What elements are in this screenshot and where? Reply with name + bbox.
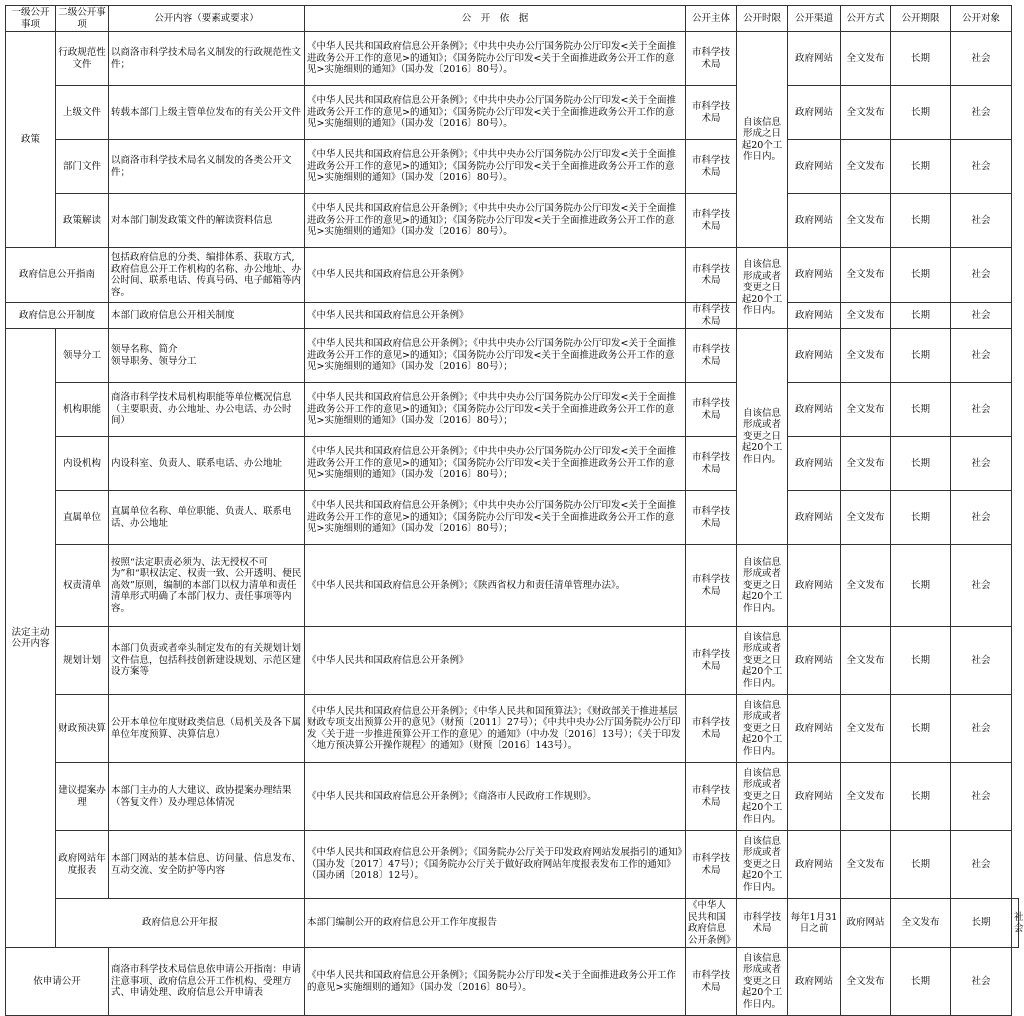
basis-cell: 《中华人民共和国政府信息公开条例》 [305, 248, 686, 303]
table-row [6, 86, 1019, 140]
subcategory: 财政预决算 [56, 695, 109, 763]
category-system: 政府信息公开制度 [6, 303, 109, 329]
channel-cell: 政府网站 [788, 303, 841, 329]
basis-cell: 《中华人民共和国政府信息公开条例》；《商洛市人民政府工作规则》。 [305, 763, 686, 831]
content-cell: 本部门主办的人大建议、政协提案办理结果（答复文件）及办理总体情况 [109, 763, 305, 831]
subject-cell: 市科学技术局 [686, 491, 737, 545]
content-cell: 转载本部门上级主管单位发布的有关公开文件 [109, 86, 305, 140]
category-guide: 政府信息公开指南 [6, 248, 109, 303]
basis-cell: 《中华人民共和国政府信息公开条例》；《国务院办公厅关于印发政府网站发展指引的通知》（国办发〔2017〕47号）；《国务院办公厅关于做好政府网站年度报表发布工作的通知》（国办函〔2018〕12号）。 [305, 831, 686, 899]
method-cell: 全文发布 [841, 948, 891, 1016]
content-cell: 以商洛市科学技术局名义制发的各类公开文件； [109, 140, 305, 194]
audience-cell: 社会 [951, 437, 1012, 491]
subject-cell: 市科学技术局 [686, 437, 737, 491]
content-cell: 本部门政府信息公开相关制度 [109, 303, 305, 329]
subject-cell: 市科学技术局 [737, 899, 788, 948]
channel-cell: 政府网站 [788, 383, 841, 437]
period-cell: 长期 [891, 831, 951, 899]
method-cell: 全文发布 [841, 248, 891, 303]
subject-cell: 市科学技术局 [686, 248, 737, 303]
subcategory: 部门文件 [56, 140, 109, 194]
table-row [6, 763, 1019, 831]
disclosure-table [5, 5, 1024, 1016]
basis-cell: 《中华人民共和国政府信息公开条例》；《陕西省权力和责任清单管理办法》。 [305, 545, 686, 627]
method-cell: 全文发布 [841, 194, 891, 248]
header-row [6, 6, 1019, 32]
subject-cell: 市科学技术局 [686, 627, 737, 695]
content-cell: 包括政府信息的分类、编排体系、获取方式,政府信息公开工作机构的名称、办公地址、办公时间、联系电话、传真号码、电子邮箱等内容。 [109, 248, 305, 303]
content-cell: 本部门负责或者牵头制定发布的有关规划计划文件信息，包括科技创新建设规划、示范区建设方案等 [109, 627, 305, 695]
channel-cell: 政府网站 [788, 437, 841, 491]
channel-cell: 政府网站 [788, 491, 841, 545]
channel-cell: 政府网站 [788, 248, 841, 303]
table-row [6, 695, 1019, 763]
period-cell: 长期 [891, 491, 951, 545]
subject-cell: 市科学技术局 [686, 831, 737, 899]
content-cell: 商洛市科学技术局信息依申请公开指南：申请注意事项、政府信息公开工作机构、受理方式、申请处理、政府信息公开申请表 [109, 948, 305, 1016]
period-cell: 长期 [891, 383, 951, 437]
channel-cell: 政府网站 [788, 32, 841, 86]
audience-cell: 社会 [951, 695, 1012, 763]
channel-cell: 政府网站 [788, 763, 841, 831]
period-cell: 长期 [891, 140, 951, 194]
audience-cell: 社会 [951, 545, 1012, 627]
content-cell: 以商洛市科学技术局名义制发的行政规范性文件； [109, 32, 305, 86]
time-limit-cell: 每年1月31日之前 [788, 899, 841, 948]
header-period: 公开期限 [891, 6, 951, 32]
basis-cell: 《中华人民共和国政府信息公开条例》；《中共中央办公厅国务院办公厅印发<关于全面推进政务公开工作的意见>的通知》；《国务院办公厅印发<关于全面推进政务公开工作的意见>实施细则的通知》（国办发〔2016〕80号）； [305, 437, 686, 491]
time-limit-cell: 自该信息形成或者变更之日起20个工作日内。 [737, 248, 788, 329]
time-limit-cell: 自该信息形成或者变更之日起20个工作日内。 [737, 545, 788, 627]
method-cell: 全文发布 [841, 695, 891, 763]
method-cell: 全文发布 [841, 303, 891, 329]
method-cell: 全文发布 [841, 140, 891, 194]
period-cell: 长期 [891, 303, 951, 329]
subcategory: 政府网站年度报表 [56, 831, 109, 899]
time-limit-cell: 自该信息形成或者变更之日起20个工作日内。 [737, 763, 788, 831]
content-cell: 领导名称、简介 领导职务、领导分工 [109, 329, 305, 383]
time-limit-cell: 自该信息形成或者变更之日起20个工作日内。 [737, 627, 788, 695]
method-cell: 全文发布 [841, 627, 891, 695]
method-cell: 全文发布 [841, 831, 891, 899]
subcategory: 政策解读 [56, 194, 109, 248]
table-row [6, 329, 1019, 383]
subcategory: 权责清单 [56, 545, 109, 627]
subject-cell: 市科学技术局 [686, 695, 737, 763]
audience-cell: 社会 [951, 248, 1012, 303]
table-row [6, 491, 1019, 545]
content-cell: 本部门编制公开的政府信息公开工作年度报告 [305, 899, 686, 948]
period-cell: 长期 [891, 545, 951, 627]
table-row [6, 303, 1019, 329]
table-row [6, 545, 1019, 627]
period-cell: 长期 [891, 86, 951, 140]
period-cell: 长期 [891, 437, 951, 491]
basis-cell: 《中华人民共和国政府信息公开条例》；《中共中央办公厅国务院办公厅印发<关于全面推进政务公开工作的意见>的通知》；《国务院办公厅印发<关于全面推进政务公开工作的意见>实施细则的通知》（国办发〔2016〕80号）； [305, 383, 686, 437]
basis-cell: 《中华人民共和国政府信息公开条例》；《中华人民共和国预算法》；《财政部关于推进基层财政专项支出预算公开的意见》（财预〔2011〕27号）；《中共中央办公厅国务院办公厅印发〈关于进一步推进预算公开工作的意见〉的通知》（中办发〔2016〕13号）；《关于印发〈地方预决算公开操作规程〉的通知》（财预〔2016〕143号）。 [305, 695, 686, 763]
header-time-limit: 公开时限 [737, 6, 788, 32]
content-cell: 本部门网站的基本信息、访问量、信息发布、互动交流、安全防护等内容 [109, 831, 305, 899]
subject-cell: 市科学技术局 [686, 194, 737, 248]
category-policy: 政策 [6, 32, 56, 248]
content-cell: 商洛市科学技术局机构职能等单位概况信息（主要职责、办公地址、办公电话、办公时间） [109, 383, 305, 437]
audience-cell: 社会 [951, 491, 1012, 545]
audience-cell: 社会 [951, 329, 1012, 383]
channel-cell: 政府网站 [788, 948, 841, 1016]
subject-cell: 市科学技术局 [686, 140, 737, 194]
period-cell: 长期 [891, 695, 951, 763]
basis-cell: 《中华人民共和国政府信息公开条例》；《国务院办公厅印发<关于全面推进政务公开工作的意见>实施细则的通知》（国办发〔2016〕80号）。 [305, 948, 686, 1016]
content-cell: 内设科室、负责人、联系电话、办公地址 [109, 437, 305, 491]
table-row [6, 948, 1019, 1016]
method-cell: 全文发布 [841, 437, 891, 491]
method-cell: 全文发布 [841, 763, 891, 831]
subcategory: 规划计划 [56, 627, 109, 695]
subcategory: 直属单位 [56, 491, 109, 545]
basis-cell: 《中华人民共和国政府信息公开条例》；《中共中央办公厅国务院办公厅印发<关于全面推进政务公开工作的意见>的通知》；《国务院办公厅印发<关于全面推进政务公开工作的意见>实施细则的通知》（国办发〔2016〕80号）。 [305, 86, 686, 140]
method-cell: 全文发布 [841, 32, 891, 86]
header-level1: 一级公开事项 [6, 6, 56, 32]
content-cell: 公开本单位年度财政类信息（局机关及各下属单位年度预算、决算信息） [109, 695, 305, 763]
audience-cell: 社会 [951, 763, 1012, 831]
subject-cell: 市科学技术局 [686, 545, 737, 627]
subject-cell: 市科学技术局 [686, 303, 737, 329]
period-cell: 长期 [891, 763, 951, 831]
time-limit-cell: 自该信息形成或者变更之日起20个工作日内。 [737, 329, 788, 545]
table-row [6, 831, 1019, 899]
subcategory: 上级文件 [56, 86, 109, 140]
header-basis: 公 开 依 据 [305, 6, 686, 32]
content-cell: 对本部门制发政策文件的解读资料信息 [109, 194, 305, 248]
period-cell: 长期 [891, 948, 951, 1016]
header-subject: 公开主体 [686, 6, 737, 32]
basis-cell: 《中华人民共和国政府信息公开条例》；《中共中央办公厅国务院办公厅印发<关于全面推进政务公开工作的意见>的通知》；《国务院办公厅印发<关于全面推进政务公开工作的意见>实施细则的通知》（国办发〔2016〕80号）； [305, 329, 686, 383]
audience-cell: 社会 [1012, 899, 1019, 948]
audience-cell: 社会 [951, 303, 1012, 329]
basis-cell: 《中华人民共和国政府信息公开条例》；《中共中央办公厅国务院办公厅印发<关于全面推进政务公开工作的意见>的通知》；《国务院办公厅印发<关于全面推进政务公开工作的意见>实施细则的通知》（国办发〔2016〕80号）。 [305, 140, 686, 194]
header-audience: 公开对象 [951, 6, 1012, 32]
period-cell: 长期 [891, 627, 951, 695]
channel-cell: 政府网站 [841, 899, 891, 948]
basis-cell: 《中华人民共和国政府信息公开条例》；《中共中央办公厅国务院办公厅印发<关于全面推进政务公开工作的意见>的通知》；《国务院办公厅印发<关于全面推进政务公开工作的意见>实施细则的通知》（国办发〔2016〕80号）； [305, 491, 686, 545]
period-cell: 长期 [891, 194, 951, 248]
basis-cell: 《中华人民共和国政府信息公开条例》 [305, 627, 686, 695]
audience-cell: 社会 [951, 140, 1012, 194]
time-limit-cell: 自该信息形成或者变更之日起20个工作日内。 [737, 831, 788, 899]
subject-cell: 市科学技术局 [686, 763, 737, 831]
method-cell: 全文发布 [841, 545, 891, 627]
header-level2: 二级公开事项 [56, 6, 109, 32]
period-cell: 长期 [951, 899, 1012, 948]
channel-cell: 政府网站 [788, 695, 841, 763]
table-row [6, 140, 1019, 194]
time-limit-cell: 自该信息形成或者变更之日起20个工作日内。 [737, 695, 788, 763]
method-cell: 全文发布 [841, 491, 891, 545]
basis-cell: 《中华人民共和国政府信息公开条例》；《中共中央办公厅国务院办公厅印发<关于全面推进政务公开工作的意见>的通知》；《国务院办公厅印发<关于全面推进政务公开工作的意见>实施细则的通知》（国办发〔2016〕80号）。 [305, 194, 686, 248]
subject-cell: 市科学技术局 [686, 948, 737, 1016]
time-limit-cell: 自该信息形成之日起20个工作日内。 [737, 32, 788, 248]
basis-cell: 《中华人民共和国政府信息公开条例》 [686, 899, 737, 948]
period-cell: 长期 [891, 248, 951, 303]
table-row [6, 194, 1019, 248]
audience-cell: 社会 [951, 627, 1012, 695]
header-channel: 公开渠道 [788, 6, 841, 32]
audience-cell: 社会 [951, 831, 1012, 899]
subcategory: 领导分工 [56, 329, 109, 383]
subject-cell: 市科学技术局 [686, 32, 737, 86]
header-method: 公开方式 [841, 6, 891, 32]
channel-cell: 政府网站 [788, 194, 841, 248]
subcategory: 建议提案办理 [56, 763, 109, 831]
time-limit-cell: 自该信息形成或者变更之日起20个工作日内。 [737, 948, 788, 1016]
audience-cell: 社会 [951, 383, 1012, 437]
method-cell: 全文发布 [841, 383, 891, 437]
period-cell: 长期 [891, 329, 951, 383]
subject-cell: 市科学技术局 [686, 329, 737, 383]
basis-cell: 《中华人民共和国政府信息公开条例》；《中共中央办公厅国务院办公厅印发<关于全面推进政务公开工作的意见>的通知》；《国务院办公厅印发<关于全面推进政务公开工作的意见>实施细则的通知》（国办发〔2016〕80号）。 [305, 32, 686, 86]
channel-cell: 政府网站 [788, 545, 841, 627]
category-annual-report: 政府信息公开年报 [56, 899, 305, 948]
period-cell: 长期 [891, 32, 951, 86]
method-cell: 全文发布 [891, 899, 951, 948]
header-content: 公开内容（要素或要求） [109, 6, 305, 32]
channel-cell: 政府网站 [788, 329, 841, 383]
channel-cell: 政府网站 [788, 627, 841, 695]
basis-cell: 《中华人民共和国政府信息公开条例》 [305, 303, 686, 329]
table-row [6, 899, 1019, 948]
subcategory: 内设机构 [56, 437, 109, 491]
table-row [6, 437, 1019, 491]
subject-cell: 市科学技术局 [686, 86, 737, 140]
channel-cell: 政府网站 [788, 86, 841, 140]
subcategory: 行政规范性文件 [56, 32, 109, 86]
category-mandatory: 法定主动公开内容 [6, 329, 56, 948]
table-row [6, 248, 1019, 303]
subject-cell: 市科学技术局 [686, 383, 737, 437]
table-row [6, 627, 1019, 695]
audience-cell: 社会 [951, 194, 1012, 248]
category-on-request: 依申请公开 [6, 948, 109, 1016]
audience-cell: 社会 [951, 86, 1012, 140]
audience-cell: 社会 [951, 948, 1012, 1016]
subcategory: 机构职能 [56, 383, 109, 437]
channel-cell: 政府网站 [788, 831, 841, 899]
method-cell: 全文发布 [841, 86, 891, 140]
audience-cell: 社会 [951, 32, 1012, 86]
channel-cell: 政府网站 [788, 140, 841, 194]
content-cell: 按照“法定职责必须为、法无授权不可为”和“职权法定、权责一致、公开透明、便民高效”原则，编制的本部门以权力清单和责任清单形式明确了本部门权力、责任事项等内容。 [109, 545, 305, 627]
method-cell: 全文发布 [841, 329, 891, 383]
table-row [6, 383, 1019, 437]
table-row [6, 32, 1019, 86]
content-cell: 直属单位名称、单位职能、负责人、联系电话、办公地址 [109, 491, 305, 545]
